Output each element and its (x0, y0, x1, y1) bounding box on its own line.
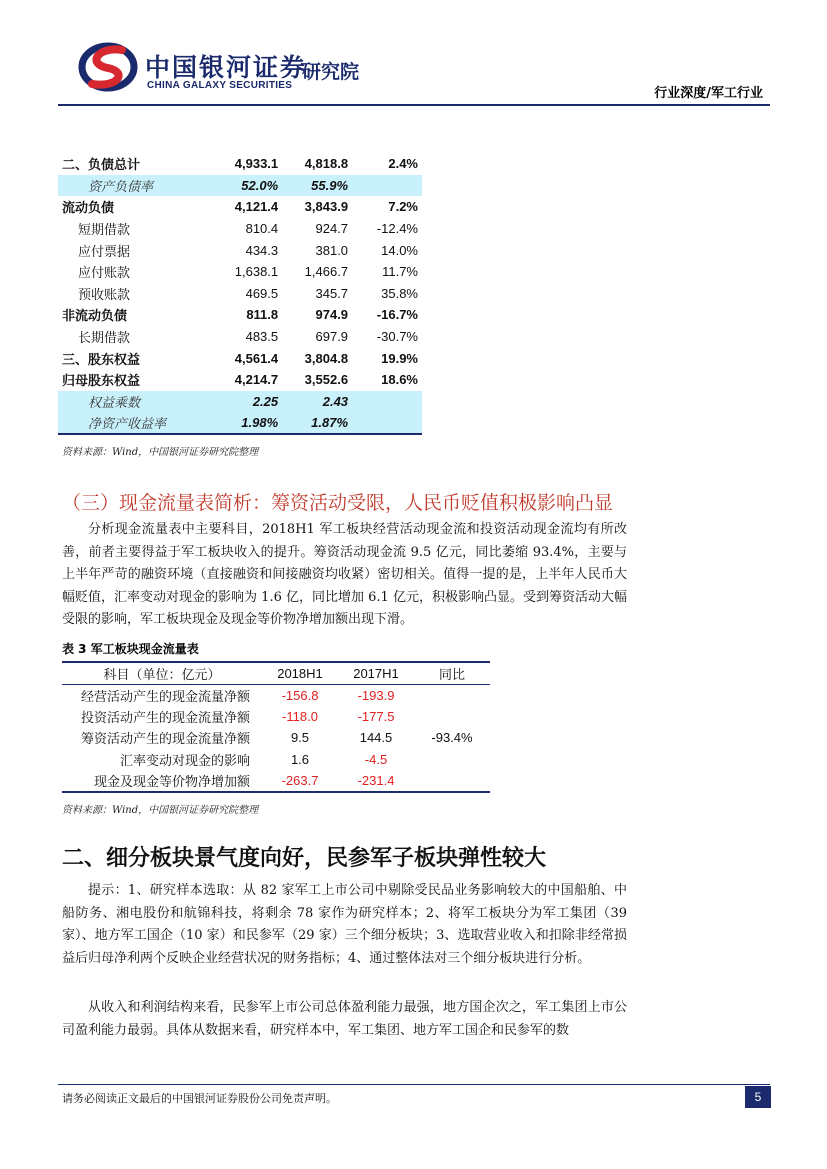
table-caption: 表 3 军工板块现金流量表 (62, 642, 199, 656)
balance-sheet-table (58, 153, 422, 435)
disclaimer-note: 请务必阅读正文最后的中国银河证券股份公司免责声明。 (62, 1092, 337, 1105)
cell-2018h1: 1.98% (212, 412, 282, 434)
cell-yoy (352, 175, 422, 197)
table-header-row (62, 662, 490, 684)
cell-yoy: -93.4% (431, 730, 473, 746)
cell-2017h1: -231.4 (338, 770, 414, 792)
cell-yoy: 14.0% (381, 242, 418, 258)
table-row (58, 283, 422, 305)
cell-2017h1: 1,466.7 (304, 264, 349, 280)
table-source-note: 资料来源：Wind，中国银河证券研究院整理 (62, 805, 259, 816)
cell-yoy: 18.6% (381, 372, 418, 388)
row-label: 资产负债率 (58, 175, 212, 197)
cell-yoy (414, 706, 490, 728)
cell-2017h1: 3,843.9 (304, 199, 349, 215)
cell-2018h1: 434.3 (245, 242, 279, 258)
table-row (58, 391, 422, 413)
cell-yoy (352, 391, 422, 413)
cell-2018h1: 2.25 (212, 391, 282, 413)
cell-2018h1: -156.8 (281, 687, 319, 703)
row-label: 现金及现金等价物净增加额 (62, 770, 262, 792)
row-label: 归母股东权益 (62, 374, 141, 390)
cell-yoy (414, 770, 490, 792)
cell-2017h1: 2.43 (282, 391, 352, 413)
row-label: 投资活动产生的现金流量净额 (80, 710, 250, 726)
row-label: 非流动负债 (62, 309, 128, 325)
cell-2017h1: 345.7 (315, 285, 349, 301)
table-row (62, 727, 490, 749)
section-heading: 二、细分板块景气度向好，民参军子板块弹性较大 (62, 845, 547, 871)
cell-2017h1: 3,804.8 (304, 350, 349, 366)
row-label: 筹资活动产生的现金流量净额 (80, 732, 250, 748)
brand-name-en: CHINA GALAXY SECURITIES (147, 80, 293, 91)
cell-yoy: -30.7% (376, 329, 418, 345)
table-row (58, 304, 422, 326)
table-row (62, 706, 490, 728)
cell-2017h1: 974.9 (315, 307, 349, 323)
cell-yoy: 11.7% (382, 264, 418, 280)
row-label: 经营活动产生的现金流量净额 (80, 689, 250, 705)
cell-2018h1: 4,561.4 (234, 350, 279, 366)
table-row (62, 770, 490, 792)
table-row (62, 684, 490, 706)
cell-2018h1: 52.0% (212, 175, 282, 197)
brand-institute: 研究院 (302, 61, 360, 83)
cell-yoy: -12.4% (376, 221, 418, 237)
table-source-note: 资料来源：Wind，中国银河证券研究院整理 (62, 447, 259, 458)
table-row (58, 239, 422, 261)
cell-2018h1: 9.5 (290, 730, 310, 746)
cell-2017h1: -193.9 (357, 687, 395, 703)
cell-2018h1: -263.7 (262, 770, 338, 792)
cashflow-paragraph: 分析现金流量表中主要科目，2018H1 军工板块经营活动现金流和投资活动现金流均有所改善，前者主要得益于军工板块收入的提升。筹资活动现金流 9.5 亿元，同比萎缩 93.4%，主要与上半年严苛的融资环境（直接融资和间接融资均收紧）密切相关。值得一提的是，上半年人民币大幅贬值，汇率变动对现金的影响为 1.6 亿，同比增加 6.1 亿元，积极影响凸显。受到筹资活动大幅受限的影响，军工板块现金及现金等价物净增加额出现下滑。 (62, 522, 627, 627)
table-row (58, 261, 422, 283)
cell-2017h1: 381.0 (315, 242, 349, 258)
col-header-2018h1: 2018H1 (262, 662, 338, 684)
table-row (58, 347, 422, 369)
report-category: 行业深度/军工行业 (654, 86, 763, 101)
cell-2018h1: 4,933.1 (234, 156, 279, 172)
table-row (62, 749, 490, 771)
cell-yoy: 35.8% (381, 285, 418, 301)
cell-2017h1: 144.5 (359, 730, 393, 746)
cell-2018h1: 810.4 (245, 221, 279, 237)
cell-2018h1: 483.5 (245, 329, 279, 345)
table-row (58, 412, 422, 434)
cell-yoy (414, 684, 490, 706)
col-header-yoy: 同比 (414, 662, 490, 684)
header-divider (58, 104, 770, 106)
cell-yoy (352, 412, 422, 434)
table-row (58, 196, 422, 218)
col-header-item: 科目（单位：亿元） (62, 662, 262, 684)
methodology-paragraph: 提示：1、研究样本选取：从 82 家军工上市公司中剔除受民品业务影响较大的中国船舶、中船防务、湘电股份和航锦科技，将剩余 78 家作为研究样本；2、将军工板块分为军工集团（39 家）、地方军工国企（10 家）和民参军（29 家）三个细分板块；3、选取营业收入和扣除非经常损益后归母净利两个反映企业经营状况的财务指标；4、通过整体法对三个细分板块进行分析。 (62, 883, 627, 966)
col-header-2017h1: 2017H1 (338, 662, 414, 684)
row-label: 短期借款 (78, 223, 131, 239)
cell-2017h1: 697.9 (315, 329, 349, 345)
cell-yoy: 2.4% (388, 156, 418, 172)
structure-paragraph: 从收入和利润结构来看，民参军上市公司总体盈利能力最强，地方国企次之，军工集团上市公司盈利能力最弱。具体从数据来看，研究样本中，军工集团、地方军工国企和民参军的数 (62, 1000, 627, 1038)
cell-2017h1: 1.87% (282, 412, 352, 434)
cell-2018h1: 1,638.1 (234, 264, 279, 280)
table-row (58, 326, 422, 348)
cell-2018h1: 4,214.7 (234, 372, 279, 388)
cashflow-table (62, 661, 490, 793)
cell-2017h1: 924.7 (315, 221, 349, 237)
table-row (58, 369, 422, 391)
galaxy-logo-icon (78, 42, 138, 92)
row-label: 应付账款 (78, 266, 131, 282)
brand-name-cn: 中国银河证券 (145, 53, 308, 82)
cell-2017h1: 55.9% (282, 175, 352, 197)
cell-2017h1: -4.5 (364, 751, 388, 767)
subsection-heading: （三）现金流量表简析：筹资活动受限，人民币贬值积极影响凸显 (62, 492, 614, 514)
row-label: 流动负债 (62, 201, 115, 217)
table-row (58, 153, 422, 175)
row-label: 汇率变动对现金的影响 (119, 753, 250, 769)
cell-2018h1: 1.6 (290, 751, 310, 767)
table-row (58, 218, 422, 240)
cell-yoy: 19.9% (381, 350, 418, 366)
cell-2018h1: 469.5 (245, 285, 279, 301)
row-label: 净资产收益率 (58, 412, 212, 434)
cell-2017h1: -177.5 (357, 708, 395, 724)
cell-2017h1: 4,818.8 (304, 156, 349, 172)
cell-2018h1: -118.0 (282, 708, 318, 724)
row-label: 三、股东权益 (62, 352, 141, 368)
row-label: 权益乘数 (58, 391, 212, 413)
page-number: 5 (745, 1086, 771, 1108)
row-label: 二、负债总计 (62, 158, 141, 174)
row-label: 应付票据 (78, 244, 131, 260)
cell-yoy (414, 749, 490, 771)
cell-2018h1: 811.8 (246, 307, 279, 323)
table-row (58, 175, 422, 197)
row-label: 长期借款 (78, 331, 131, 347)
cell-2017h1: 3,552.6 (304, 372, 349, 388)
row-label: 预收账款 (78, 287, 131, 303)
cell-2018h1: 4,121.4 (234, 199, 279, 215)
footer-divider (58, 1084, 770, 1085)
cell-yoy: -16.7% (376, 307, 418, 323)
cell-yoy: 7.2% (388, 199, 418, 215)
page-header (0, 0, 827, 108)
